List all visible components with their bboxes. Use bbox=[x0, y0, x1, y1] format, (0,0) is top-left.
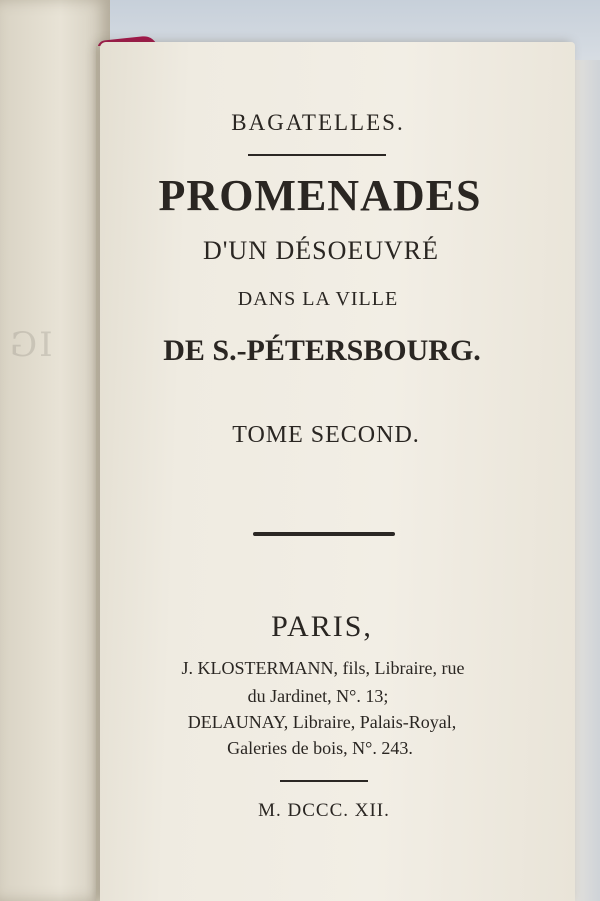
volume-label: TOME SECOND. bbox=[232, 422, 420, 448]
subtitle-line-1: D'UN DÉSOEUVRÉ bbox=[202, 236, 440, 265]
series-title: BAGATELLES. bbox=[231, 110, 405, 135]
divider-rule-top bbox=[248, 154, 386, 156]
title-page bbox=[100, 42, 575, 901]
show-through-text: IG bbox=[8, 325, 53, 365]
divider-rule-bottom bbox=[280, 780, 368, 782]
subtitle-line-2: DANS LA VILLE bbox=[237, 288, 399, 310]
imprint-city: PARIS, bbox=[271, 610, 373, 643]
imprint-line-2: du Jardinet, N°. 13; bbox=[247, 686, 389, 706]
facing-page bbox=[0, 0, 110, 901]
main-title: PROMENADES bbox=[158, 171, 482, 220]
subtitle-line-3: DE S.-PÉTERSBOURG. bbox=[163, 334, 481, 367]
imprint-line-3: DELAUNAY, Libraire, Palais-Royal, bbox=[187, 712, 457, 732]
imprint-year: M. DCCC. XII. bbox=[258, 800, 390, 821]
divider-rule-middle bbox=[253, 532, 395, 536]
imprint-line-4: Galeries de bois, N°. 243. bbox=[227, 738, 413, 758]
imprint-line-1: J. KLOSTERMANN, fils, Libraire, rue bbox=[181, 658, 465, 678]
